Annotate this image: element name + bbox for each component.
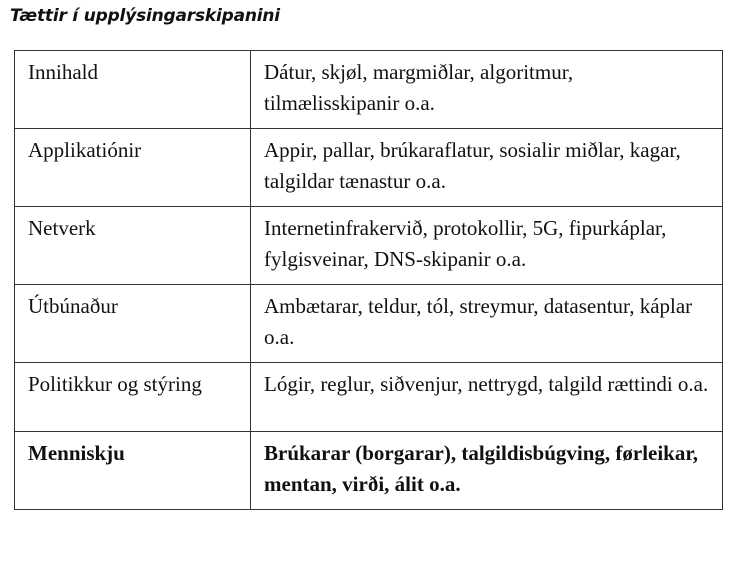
table-row bbox=[15, 363, 723, 432]
table-row bbox=[15, 207, 723, 285]
table-row bbox=[15, 285, 723, 363]
layer-examples-cell: Dátur, skjøl, margmiðlar, algoritmur, tilmælisskipanir o.a. bbox=[251, 51, 723, 129]
layer-name-cell: Innihald bbox=[15, 51, 251, 129]
layer-examples-cell: Internetinfrakervið, protokollir, 5G, fipurkáplar, fylgisveinar, DNS-skipanir o.a. bbox=[251, 207, 723, 285]
layer-name-cell: Útbúnaður bbox=[15, 285, 251, 363]
table-row bbox=[15, 432, 723, 510]
layer-name-cell: Netverk bbox=[15, 207, 251, 285]
table-caption: Tættir í upplýsingarskipanini bbox=[10, 6, 280, 26]
layer-name-cell: Menniskju bbox=[15, 432, 251, 510]
table-row bbox=[15, 51, 723, 129]
layer-examples-cell: Ambætarar, teldur, tól, streymur, datasentur, káplar o.a. bbox=[251, 285, 723, 363]
layer-examples-cell: Appir, pallar, brúkaraflatur, sosialir miðlar, kagar, talgildar tænastur o.a. bbox=[251, 129, 723, 207]
layer-name-cell: Politikkur og stýring bbox=[15, 363, 251, 432]
layer-name-cell: Applikatiónir bbox=[15, 129, 251, 207]
information-system-layers-table bbox=[14, 50, 723, 510]
layer-examples-cell: Brúkarar (borgarar), talgildisbúgving, førleikar, mentan, virði, álit o.a. bbox=[251, 432, 723, 510]
table-row bbox=[15, 129, 723, 207]
layer-examples-cell: Lógir, reglur, siðvenjur, nettrygd, talgild rættindi o.a. bbox=[251, 363, 723, 432]
